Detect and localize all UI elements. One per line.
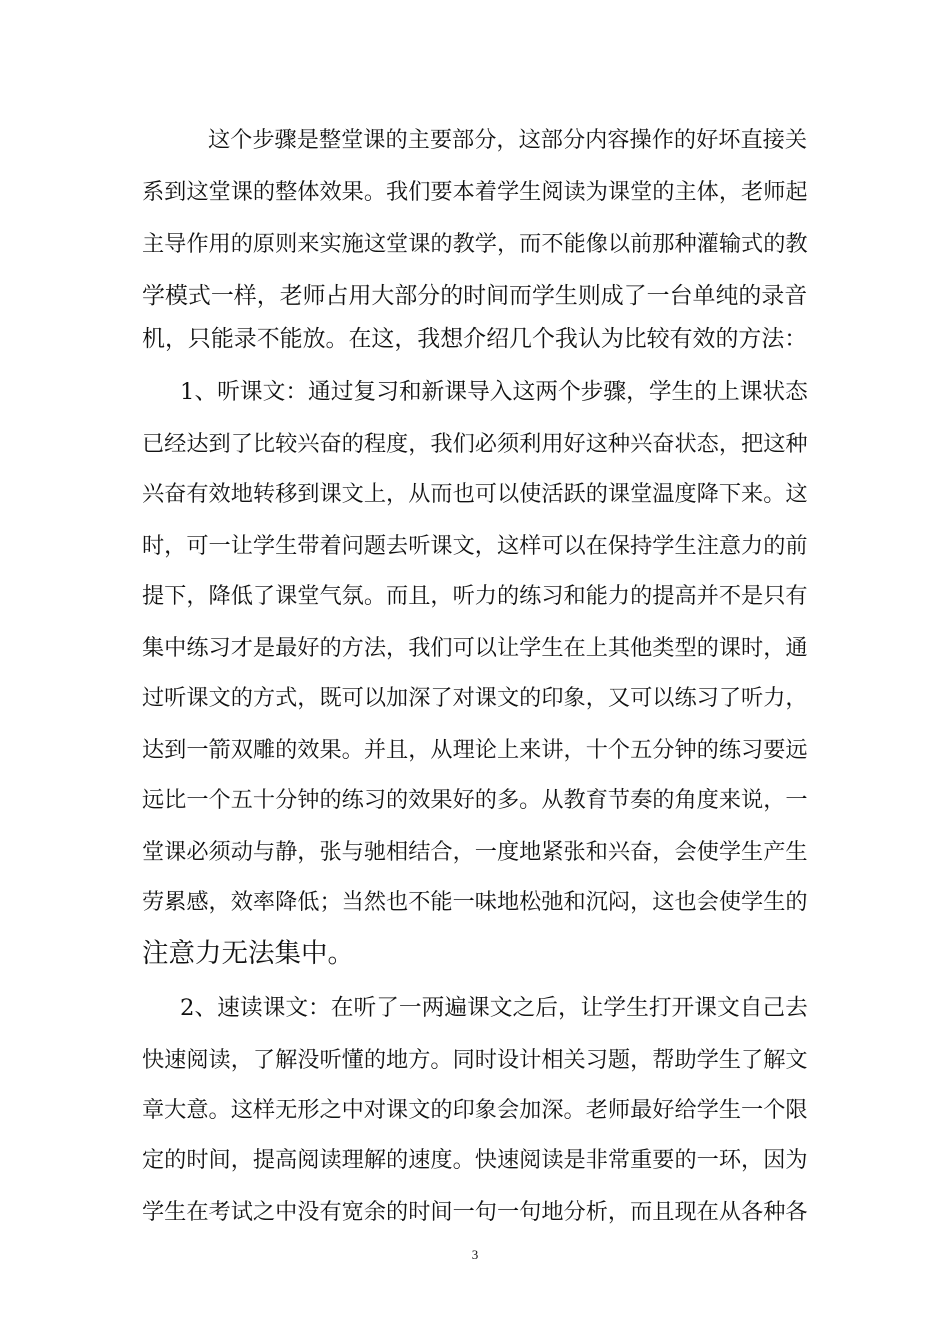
paragraph-2-line-3 [0,476,950,512]
paragraph-2-line-2 [0,426,950,462]
paragraph-3-line-2 [0,1042,950,1078]
text-line: 过听课文的方式，既可以加深了对课文的印象，又可以练习了听力， [142,685,808,711]
paragraph-2-line-11 [0,884,950,920]
paragraph-1-line-2 [0,174,950,210]
text-line: 学生在考试之中没有宽余的时间一句一句地分析，而且现在从各种各 [142,1199,808,1225]
paragraph-2-line-8 [0,732,950,768]
text-line: 系到这堂课的整体效果。我们要本着学生阅读为课堂的主体，老师起 [142,179,808,205]
text-line: 主导作用的原则来实施这堂课的教学，而不能像以前那种灌输式的教 [142,231,808,257]
paragraph-1-line-1 [0,122,950,158]
text-line: 学模式一样，老师占用大部分的时间而学生则成了一台单纯的录音 [142,283,808,309]
text-line: 机，只能录不能放。在这，我想介绍几个我认为比较有效的方法： [142,326,808,352]
paragraph-2-line-10 [0,834,950,870]
paragraph-1-line-4 [0,278,950,314]
paragraph-2-line-12 [0,936,950,972]
paragraph-2-line-1 [0,374,950,410]
text-line: 注意力无法集中。 [142,938,354,969]
paragraph-1-line-5 [0,321,950,357]
paragraph-2-line-7 [0,680,950,716]
text-line: 定的时间，提高阅读理解的速度。快速阅读是非常重要的一环，因为 [142,1147,808,1173]
text-line: 2、速读课文：在听了一两遍课文之后，让学生打开课文自己去 [180,995,808,1021]
paragraph-2-line-5 [0,578,950,614]
text-line: 时，可一让学生带着问题去听课文，这样可以在保持学生注意力的前 [142,533,808,559]
text-line: 章大意。这样无形之中对课文的印象会加深。老师最好给学生一个限 [142,1097,808,1123]
text-line: 劳累感，效率降低；当然也不能一味地松弛和沉闷，这也会使学生的 [142,889,808,915]
text-line: 兴奋有效地转移到课文上，从而也可以使活跃的课堂温度降下来。这 [142,481,808,507]
text-line: 集中练习才是最好的方法，我们可以让学生在上其他类型的课时，通 [142,635,808,661]
text-line: 快速阅读，了解没听懂的地方。同时设计相关习题，帮助学生了解文 [142,1047,808,1073]
paragraph-3-line-3 [0,1092,950,1128]
page-number: 3 [471,1247,479,1262]
paragraph-3-line-1 [0,990,950,1026]
paragraph-2-line-6 [0,630,950,666]
text-line: 堂课必须动与静，张与驰相结合，一度地紧张和兴奋，会使学生产生 [142,839,808,865]
paragraph-1-line-3 [0,226,950,262]
text-line: 1、听课文：通过复习和新课导入这两个步骤，学生的上课状态 [180,379,808,405]
paragraph-3-line-5 [0,1194,950,1230]
text-line: 远比一个五十分钟的练习的效果好的多。从教育节奏的角度来说，一 [142,787,808,813]
paragraph-2-line-4 [0,528,950,564]
paragraph-2-line-9 [0,782,950,818]
paragraph-3-line-4 [0,1142,950,1178]
text-line: 达到一箭双雕的效果。并且，从理论上来讲，十个五分钟的练习要远 [142,737,808,763]
text-line: 已经达到了比较兴奋的程度，我们必须利用好这种兴奋状态，把这种 [142,431,808,457]
text-line: 这个步骤是整堂课的主要部分，这部分内容操作的好坏直接关 [208,127,808,153]
text-line: 提下，降低了课堂气氛。而且，听力的练习和能力的提高并不是只有 [142,583,808,609]
